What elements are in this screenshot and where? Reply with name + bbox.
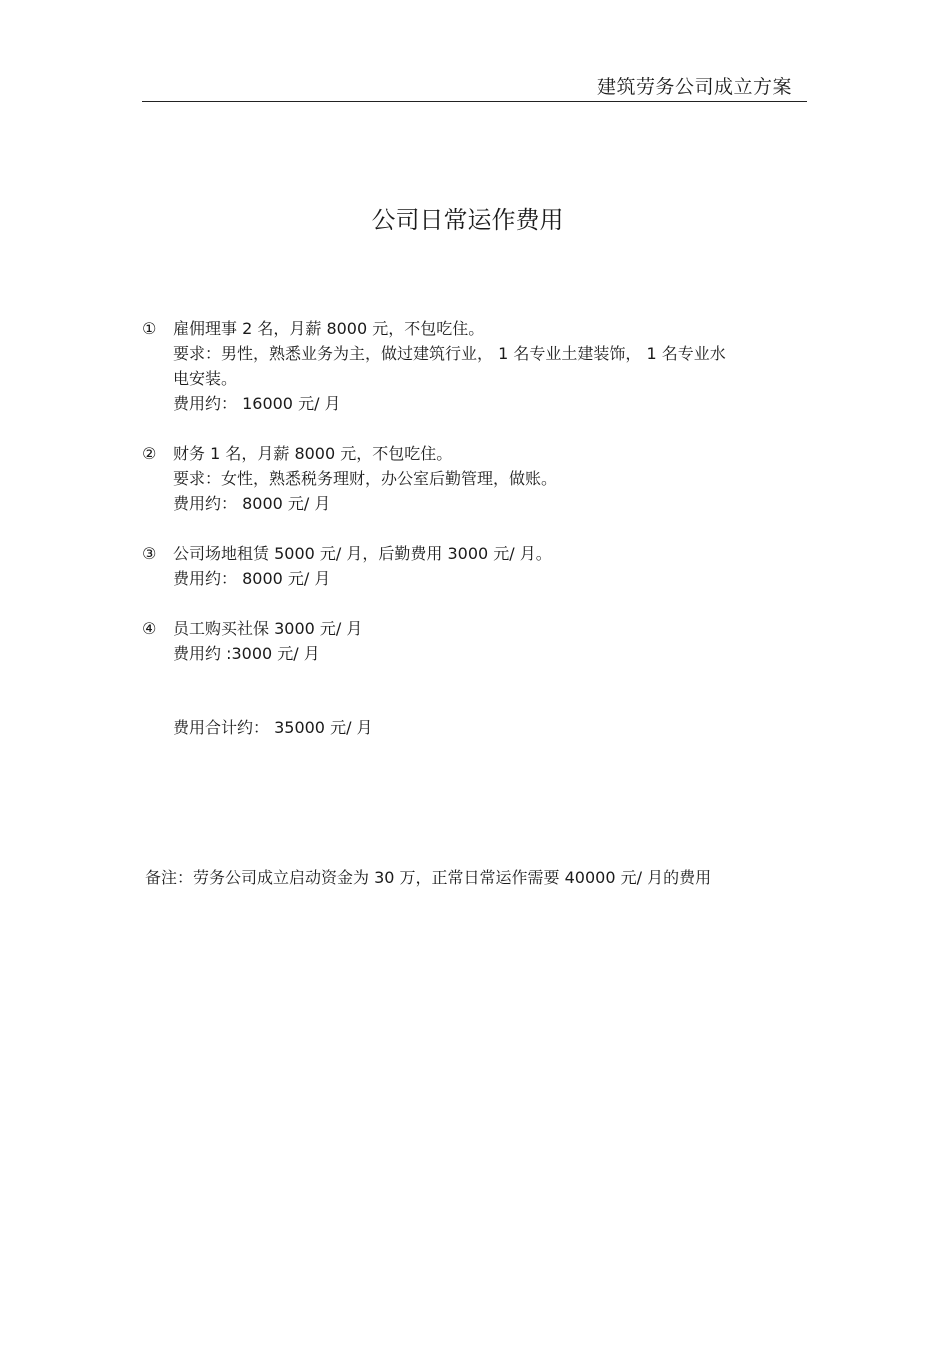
item-line: 员工购买社保 3000 元/ 月 (173, 619, 363, 638)
item-line: 费用约： 16000 元/ 月 (173, 394, 341, 413)
cost-item-3 (142, 541, 812, 591)
document-title: 公司日常运作费用 (371, 206, 564, 234)
item-line: 费用约： 8000 元/ 月 (173, 569, 331, 588)
item-marker: ① (142, 319, 157, 338)
running-header-title: 建筑劳务公司成立方案 (596, 76, 792, 98)
item-line: 费用约 :3000 元/ 月 (173, 644, 320, 663)
item-line: 雇佣理事 2 名，月薪 8000 元，不包吃住。 (173, 319, 485, 338)
cost-item-2 (142, 441, 812, 516)
item-line: 公司场地租赁 5000 元/ 月，后勤费用 3000 元/ 月。 (173, 544, 552, 563)
item-marker: ④ (142, 619, 157, 638)
item-body (173, 616, 812, 666)
cost-total: 费用合计约： 35000 元/ 月 (173, 718, 373, 737)
cost-item-1 (142, 316, 812, 416)
cost-item-4 (142, 616, 812, 666)
item-marker: ③ (142, 544, 157, 563)
item-line: 电安装。 (173, 369, 238, 388)
item-line: 要求：女性，熟悉税务理财，办公室后勤管理，做账。 (173, 469, 558, 488)
remark-note: 备注：劳务公司成立启动资金为 30 万，正常日常运作需要 40000 元/ 月的费用 (145, 868, 712, 887)
item-line: 财务 1 名，月薪 8000 元，不包吃住。 (173, 444, 453, 463)
item-body (173, 316, 812, 416)
item-marker: ② (142, 444, 157, 463)
running-header (142, 70, 807, 102)
item-body (173, 441, 812, 516)
item-line: 要求：男性，熟悉业务为主，做过建筑行业， 1 名专业土建装饰， 1 名专业水 (173, 344, 726, 363)
item-body (173, 541, 812, 591)
item-line: 费用约： 8000 元/ 月 (173, 494, 331, 513)
